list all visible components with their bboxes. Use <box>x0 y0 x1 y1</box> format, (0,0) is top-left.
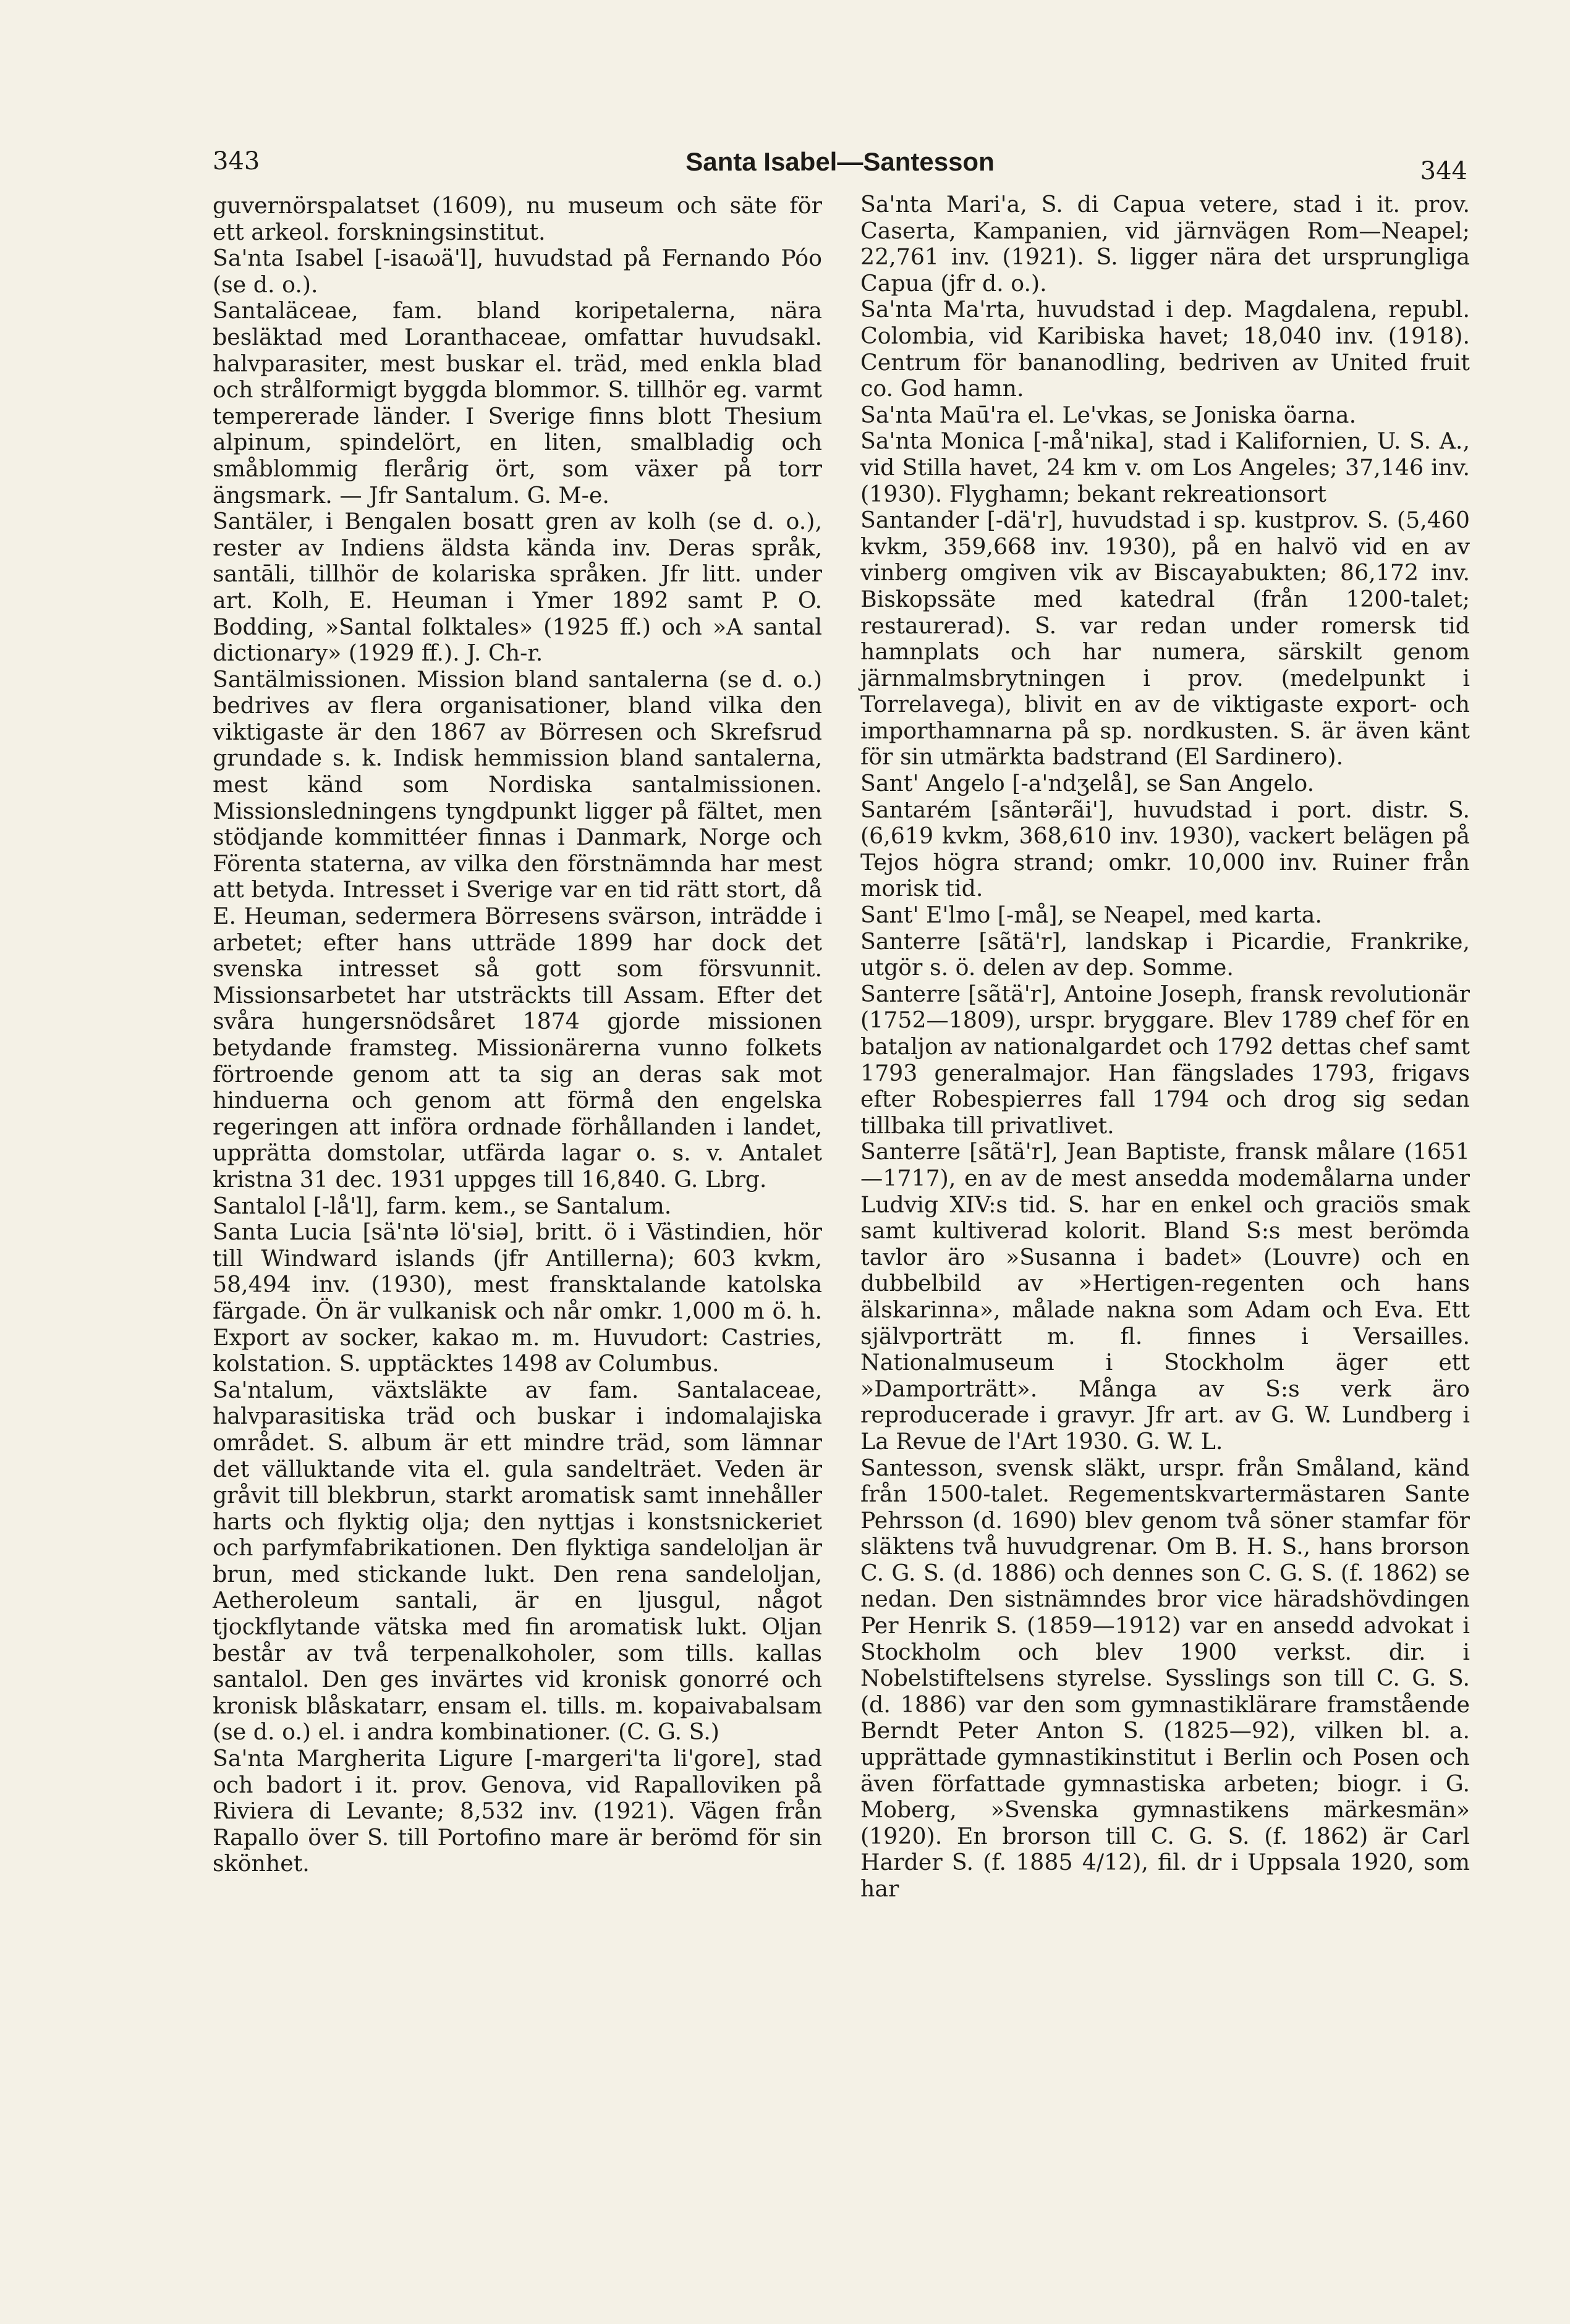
entry-paragraph: Santerre [sãtä'r], Jean Baptiste, fransk målare (1651—1717), en av de mest ansedda modemålarna under Ludvig XIV:s tid. S. har en enkel och graciös smak samt kultiverad kolorit. Bland S:s mest berömda tavlor äro »Susanna i badet» (Louvre) och en dubbelbild av »Hertigen-regenten och hans älskarinna», målade nakna som Adam och Eva. Ett självporträtt m. fl. finnes i Versailles. Nationalmuseum i Stockholm äger ett »Damporträtt». Många av S:s verk äro reproducerade i gravyr. Jfr art. av G. W. Lundberg i La Revue de l'Art 1930. G. W. L. <box>860 1138 1470 1455</box>
entry-paragraph: Santander [-dä'r], huvudstad i sp. kustprov. S. (5,460 kvkm, 359,668 inv. 1930), på en halvö vid en av vinberg omgiven vik av Biscayabukten; 86,172 inv. Biskopssäte med katedral (från 1200-talet; restaurerad). S. var redan under romersk tid hamnplats och har numera, särskilt genom järnmalmsbrytningen i prov. (medelpunkt i Torrelavega), blivit en av de viktigaste export- och importhamnarna på sp. nordkusten. S. är även känt för sin utmärkta badstrand (El Sardinero). <box>860 507 1470 771</box>
entry-paragraph: Sa'nta Maū'ra el. Le'vkas, se Joniska öarna. <box>860 401 1357 428</box>
left-column <box>213 193 822 1877</box>
entry-paragraph: Sa'nta Isabel [-isaωä'l], huvudstad på Fernando Póo (se d. o.). <box>213 245 822 298</box>
entry-paragraph: Santalol [-lå'l], farm. kem., se Santalum. <box>213 1192 672 1219</box>
entry-paragraph: Sa'ntalum, växtsläkte av fam. Santalaceae, halvparasitiska träd och buskar i indomalajiska området. S. album är ett mindre träd, som lämnar det välluktande vita el. gula sandelträet. Veden är gråvit till blekbrun, starkt aromatisk samt innehåller harts och flyktig olja; den nyttjas i konstsnickeriet och parfymfabrikationen. Den flyktiga sandeloljan är brun, med stickande lukt. Den rena sandeloljan, Aetheroleum santali, är en ljusgul, något tjockflytande vätska med fin aromatisk lukt. Oljan består av två terpenalkoholer, som tills. kallas santalol. Den ges invärtes vid kronisk gonorré och kronisk blåskatarr, ensam el. tills. m. kopaivabalsam (se d. o.) el. i andra kombinationer. (C. G. S.) <box>213 1376 822 1746</box>
entry-paragraph: Sa'nta Ma'rta, huvudstad i dep. Magdalena, republ. Colombia, vid Karibiska havet; 18,040 inv. (1918). Centrum för bananodling, bedriven av United fruit co. God hamn. <box>860 296 1470 402</box>
entry-paragraph: Sant' E'lmo [-må], se Neapel, med karta. <box>860 902 1322 929</box>
entry-paragraph: Santa Lucia [sä'ntə lö'siə], britt. ö i Västindien, hör till Windward islands (jfr Antillerna); 603 kvkm, 58,494 inv. (1930), mest fransktalande katolska färgade. Ön är vulkanisk och når omkr. 1,000 m ö. h. Export av socker, kakao m. m. Huvudort: Castries, kolstation. S. upptäcktes 1498 av Columbus. <box>213 1219 822 1377</box>
entry-paragraph: Sa'nta Monica [-må'nika], stad i Kalifornien, U. S. A., vid Stilla havet, 24 km v. om Los Angeles; 37,146 inv. (1930). Flyghamn; bekant rekreationsort <box>860 428 1470 507</box>
entry-paragraph: Santälmissionen. Mission bland santalerna (se d. o.) bedrives av flera organisationer, bland vilka den viktigaste är den 1867 av Börresen och Skrefsrud grundade s. k. Indisk hemmission bland santalerna, mest känd som Nordiska santalmissionen. Missionsledningens tyngdpunkt ligger på fältet, men stödjande kommittéer finnas i Danmark, Norge och Förenta staterna, av vilka den förstnämnda har mest att betyda. Intresset i Sverige var en tid rätt stort, då E. Heuman, sedermera Börresens svärson, inträdde i arbetet; efter hans utträde 1899 har dock det svenska intresset så gott som försvunnit. Missionsarbetet har utsträckts till Assam. Efter det svåra hungersnödsåret 1874 gjorde missionen betydande framsteg. Missionärerna vunno folkets förtroende genom att ta sig an deras sak mot hinduerna och genom att förmå den engelska regeringen att införa ordnade förhållanden i landet, upprätta domstolar, utfärda lagar o. s. v. Antalet kristna 31 dec. 1931 uppges till 16,840. G. Lbrg. <box>213 666 822 1193</box>
entry-paragraph: Santäler, i Bengalen bosatt gren av kolh (se d. o.), rester av Indiens äldsta kända inv. Deras språk, santāli, tillhör de kolariska språken. Jfr litt. under art. Kolh, E. Heuman i Ymer 1892 samt P. O. Bodding, »Santal folktales» (1925 ff.) och »A santal dictionary» (1929 ff.). J. Ch-r. <box>213 508 822 667</box>
right-column <box>860 192 1470 1903</box>
page-number-right: 344 <box>1420 157 1467 185</box>
page-header <box>213 147 1467 184</box>
entry-paragraph: guvernörspalatset (1609), nu museum och säte för ett arkeol. forskningsinstitut. <box>213 192 822 245</box>
entry-paragraph: Sa'nta Mari'a, S. di Capua vetere, stad i it. prov. Caserta, Kampanien, vid järnvägen Rom—Neapel; 22,761 inv. (1921). S. ligger nära det ursprungliga Capua (jfr d. o.). <box>860 191 1470 297</box>
entry-paragraph: Santaläceae, fam. bland koripetalerna, nära besläktad med Loranthaceae, omfattar huvudsakl. halvparasiter, mest buskar el. träd, med enkla blad och strålformigt byggda blommor. S. tillhör eg. varmt tempererade länder. I Sverige finns blott Thesium alpinum, spindelört, en liten, smalbladig och småblommig flerårig ört, som växer på torr ängsmark. — Jfr Santalum. G. M-e. <box>213 297 822 509</box>
running-title: Santa Isabel—Santesson <box>685 147 995 176</box>
entry-paragraph: Sant' Angelo [-a'ndʒelå], se San Angelo. <box>860 770 1315 797</box>
entry-paragraph: Santerre [sãtä'r], Antoine Joseph, fransk revolutionär (1752—1809), urspr. bryggare. Blev 1789 chef för en bataljon av nationalgardet och 1792 dettas chef samt 1793 generalmajor. Han fängslades 1793, frigavs efter Robespierres fall 1794 och drog sig sedan tillbaka till privatlivet. <box>860 980 1470 1139</box>
entry-paragraph: Santesson, svensk släkt, urspr. från Småland, känd från 1500-talet. Regementskvartermästaren Sante Pehrsson (d. 1690) blev genom två söner stamfar för släktens två huvudgrenar. Om B. H. S., hans brorson C. G. S. (d. 1886) och dennes son C. G. S. (f. 1862) se nedan. Den sistnämndes bror vice häradshövdingen Per Henrik S. (1859—1912) var en ansedd advokat i Stockholm och blev 1900 verkst. dir. i Nobelstiftelsens styrelse. Sysslings son till C. G. S. (d. 1886) var den som gymnastiklärare framstående Berndt Peter Anton S. (1825—92), vilken bl. a. upprättade gymnastikinstitut i Berlin och Posen och även författade gymnastiska arbeten; biogr. i G. Moberg, »Svenska gymnastikens märkesmän» (1920). En brorson till C. G. S. (f. 1862) är Carl Harder S. (f. 1885 4/12), fil. dr i Uppsala 1920, som har <box>860 1454 1470 1902</box>
page-number-left: 343 <box>213 147 260 175</box>
entry-paragraph: Santarém [sãntərãi'], huvudstad i port. distr. S. (6,619 kvkm, 368,610 inv. 1930), vackert belägen på Tejos högra strand; omkr. 10,000 inv. Ruiner från morisk tid. <box>860 796 1470 902</box>
entry-paragraph: Santerre [sãtä'r], landskap i Picardie, Frankrike, utgör s. ö. delen av dep. Somme. <box>860 927 1470 981</box>
entry-paragraph: Sa'nta Margherita Ligure [-margeri'ta li'gore], stad och badort i it. prov. Genova, vid Rapalloviken på Riviera di Levante; 8,532 inv. (1921). Vägen från Rapallo över S. till Portofino mare är berömd för sin skönhet. <box>213 1745 822 1877</box>
